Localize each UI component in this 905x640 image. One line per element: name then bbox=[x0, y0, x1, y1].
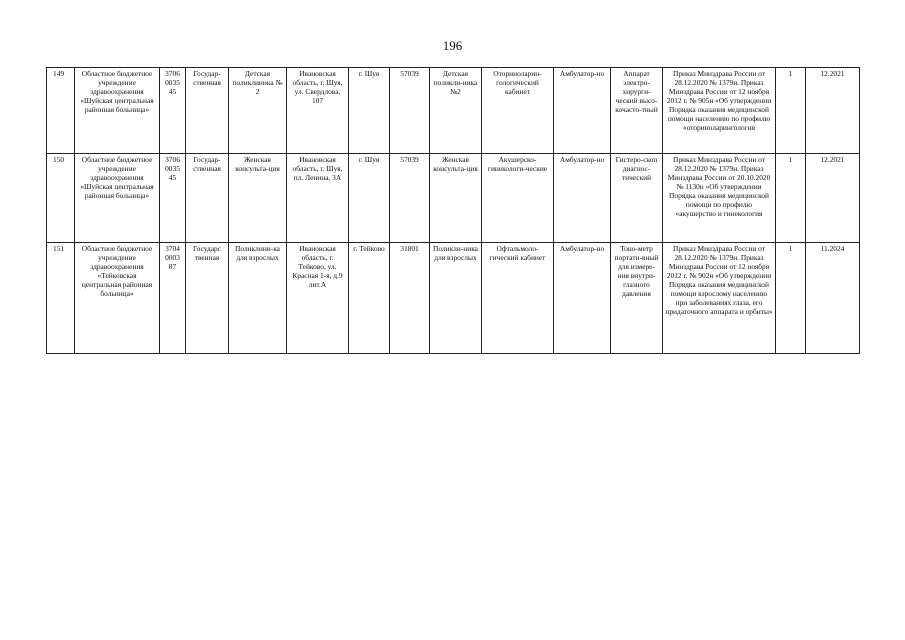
oktmo-cell: 31801 bbox=[390, 243, 430, 354]
equipment-cell: Тоно-метр портати-вный для измере-ния внутри-глазного давления bbox=[611, 243, 663, 354]
table-row bbox=[47, 68, 860, 154]
subdivision-cell: Женская консульта-ция bbox=[430, 154, 482, 243]
address-cell: Ивановская область, г. Тейково, ул. Красная 1-я, д.9 лит.А bbox=[287, 243, 349, 354]
date-cell: 12.2021 bbox=[806, 68, 860, 154]
date-cell: 12.2021 bbox=[806, 154, 860, 243]
equipment-cell: Гистеро-скоп диагнос-тический bbox=[611, 154, 663, 243]
order-cell: Приказ Минздрава России от 28.12.2020 № 1379н. Приказ Минздрава России от 12 ноября 2012 г. № 902н «Об утверждении Порядка оказания медицинской помощи взрослому населению при заболеваниях глаза, его придаточного аппарата и орбиты» bbox=[663, 243, 776, 354]
ownership-cell: Государ-ственная bbox=[186, 68, 229, 154]
oktmo-cell: 57039 bbox=[390, 154, 430, 243]
code-cell: 3706 0035 45 bbox=[160, 68, 186, 154]
ownership-cell: Государ-ственная bbox=[186, 154, 229, 243]
condition-cell: Амбулатор-но bbox=[554, 154, 611, 243]
condition-cell: Амбулатор-но bbox=[554, 243, 611, 354]
equipment-cell: Аппарат электро-хирурги-ческий высо-кочасто-тный bbox=[611, 68, 663, 154]
subdivision-cell: Детская поликли-ника №2 bbox=[430, 68, 482, 154]
code-cell: 3706 0035 45 bbox=[160, 154, 186, 243]
subdivision-cell: Поликли-ника для взрослых bbox=[430, 243, 482, 354]
quantity-cell: 1 bbox=[776, 68, 806, 154]
cabinet-cell: Офтальмоло-гический кабинет bbox=[482, 243, 554, 354]
row-number: 149 bbox=[47, 68, 75, 154]
quantity-cell: 1 bbox=[776, 243, 806, 354]
order-cell: Приказ Минздрава России от 28.12.2020 № 1379н. Приказ Минздрава России от 20.10.2020 № 1130н «Об утверждении Порядка оказания медицинской помощи по профилю «акушерство и гинекология bbox=[663, 154, 776, 243]
row-number: 150 bbox=[47, 154, 75, 243]
organization-cell: Областное бюджетное учреждение здравоохранения «Тейковская центральная районная больница» bbox=[75, 243, 160, 354]
city-cell: г. Шуя bbox=[349, 154, 390, 243]
ownership-cell: Государс твенная bbox=[186, 243, 229, 354]
date-cell: 11.2024 bbox=[806, 243, 860, 354]
city-cell: г. Тейково bbox=[349, 243, 390, 354]
page-number: 196 bbox=[442, 38, 463, 53]
unit-cell: Женская консульта-ция bbox=[229, 154, 287, 243]
address-cell: Ивановская область, г. Шуя, пл. Ленина, 3А bbox=[287, 154, 349, 243]
organization-cell: Областное бюджетное учреждение здравоохранения «Шуйская центральная районная больница» bbox=[75, 68, 160, 154]
quantity-cell: 1 bbox=[776, 154, 806, 243]
unit-cell: Поликлини-ка для взрослых bbox=[229, 243, 287, 354]
address-cell: Ивановская область, г. Шуя, ул. Свердлова, 107 bbox=[287, 68, 349, 154]
organization-cell: Областное бюджетное учреждение здравоохранения «Шуйская центральная районная больница» bbox=[75, 154, 160, 243]
cabinet-cell: Акушерско-гинекологи-ческие bbox=[482, 154, 554, 243]
code-cell: 3704 0003 87 bbox=[160, 243, 186, 354]
cabinet-cell: Оториноларин-гологический кабинет bbox=[482, 68, 554, 154]
row-number: 151 bbox=[47, 243, 75, 354]
oktmo-cell: 57039 bbox=[390, 68, 430, 154]
table-row bbox=[47, 154, 860, 243]
unit-cell: Детская поликлиника № 2 bbox=[229, 68, 287, 154]
equipment-table bbox=[46, 67, 860, 354]
order-cell: Приказ Минздрава России от 28.12.2020 № 1379н. Приказ Минздрава России от 12 ноября 2012 г. № 905н «Об утверждении Порядка оказания медицинской помощи населению по профилю «оториноларингология bbox=[663, 68, 776, 154]
condition-cell: Амбулатор-но bbox=[554, 68, 611, 154]
table-row bbox=[47, 243, 860, 354]
city-cell: г. Шуя bbox=[349, 68, 390, 154]
